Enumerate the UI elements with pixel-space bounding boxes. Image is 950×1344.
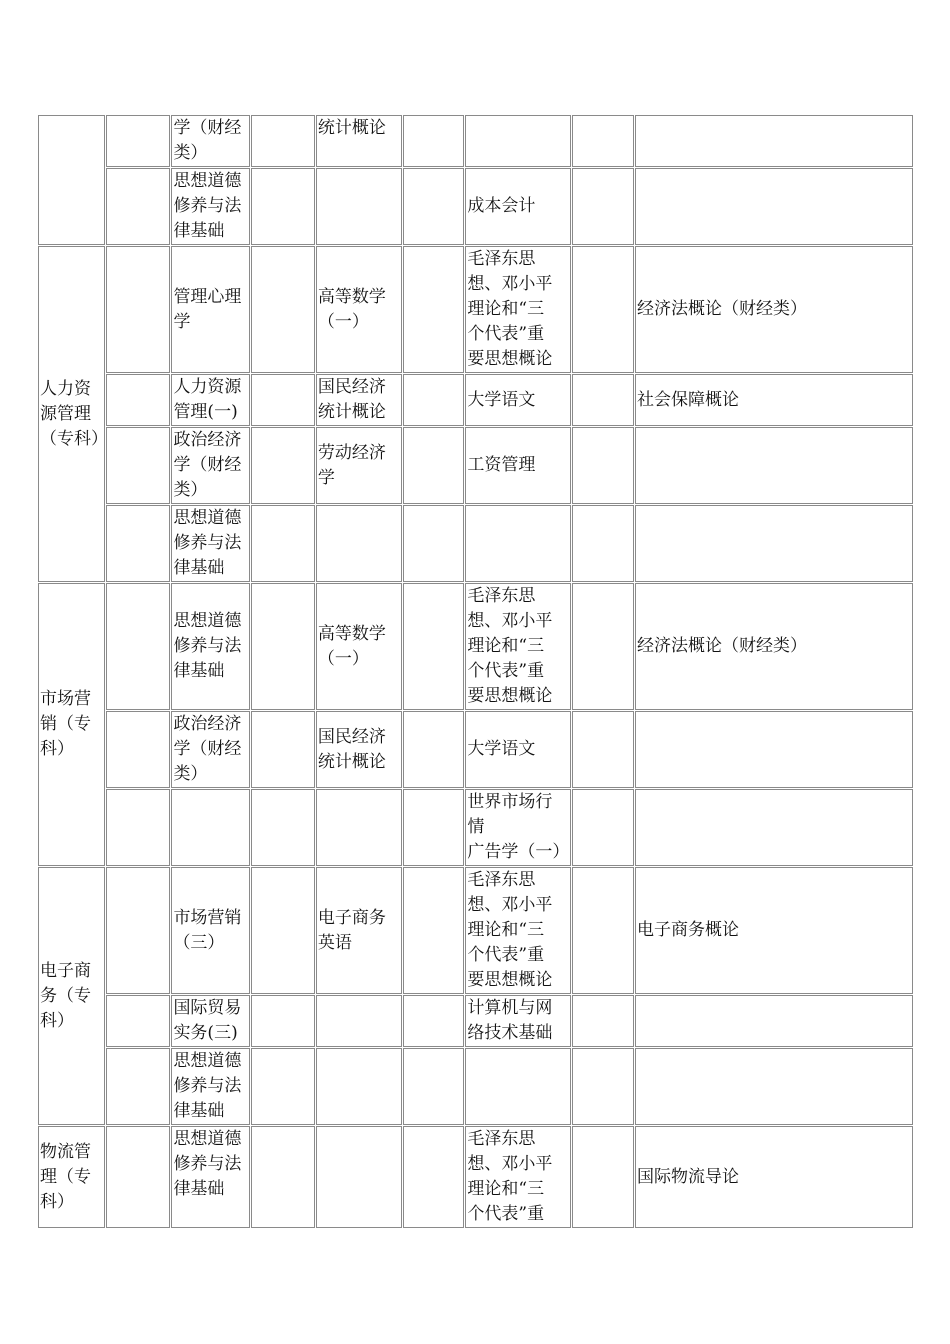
empty-cell — [251, 995, 315, 1047]
course-cell — [635, 115, 913, 167]
course-cell: 国际物流导论 — [635, 1126, 913, 1228]
empty-cell — [403, 427, 464, 504]
empty-cell — [572, 427, 634, 504]
empty-cell — [403, 583, 464, 710]
empty-cell — [403, 168, 464, 245]
course-cell: 人力资源 管理(一) — [171, 374, 249, 426]
course-cell — [635, 995, 913, 1047]
empty-cell — [251, 246, 315, 373]
empty-cell — [403, 505, 464, 582]
course-cell: 毛泽东思 想、邓小平 理论和“三 个代表”重 要思想概论 — [465, 246, 570, 373]
empty-cell — [251, 505, 315, 582]
empty-cell — [106, 168, 170, 245]
empty-cell — [572, 995, 634, 1047]
empty-cell — [403, 1048, 464, 1125]
course-cell: 国民经济 统计概论 — [316, 711, 402, 788]
empty-cell — [403, 867, 464, 994]
course-cell: 计算机与网 络技术基础 — [465, 995, 570, 1047]
course-cell: 工资管理 — [465, 427, 570, 504]
empty-cell — [572, 1048, 634, 1125]
course-cell — [316, 1048, 402, 1125]
empty-cell — [106, 115, 170, 167]
course-cell — [635, 1048, 913, 1125]
course-cell: 高等数学 （一） — [316, 583, 402, 710]
course-cell: 毛泽东思 想、邓小平 理论和“三 个代表”重 — [465, 1126, 570, 1228]
course-cell — [316, 789, 402, 866]
course-cell: 管理心理 学 — [171, 246, 249, 373]
course-cell: 经济法概论（财经类） — [635, 583, 913, 710]
course-cell: 思想道德 修养与法 律基础 — [171, 168, 249, 245]
empty-cell — [106, 867, 170, 994]
empty-cell — [106, 505, 170, 582]
course-cell: 经济法概论（财经类） — [635, 246, 913, 373]
empty-cell — [403, 374, 464, 426]
empty-cell — [251, 427, 315, 504]
empty-cell — [106, 374, 170, 426]
course-cell: 大学语文 — [465, 374, 570, 426]
empty-cell — [572, 115, 634, 167]
major-cell: 市场营 销（专 科） — [38, 583, 105, 866]
course-cell — [465, 1048, 570, 1125]
course-cell — [465, 505, 570, 582]
empty-cell — [251, 1126, 315, 1228]
empty-cell — [251, 1048, 315, 1125]
course-cell: 高等数学 （一） — [316, 246, 402, 373]
course-cell: 学（财经 类） — [171, 115, 249, 167]
empty-cell — [572, 505, 634, 582]
course-cell: 大学语文 — [465, 711, 570, 788]
empty-cell — [403, 1126, 464, 1228]
course-cell: 世界市场行 情 广告学（一） — [465, 789, 570, 866]
empty-cell — [403, 246, 464, 373]
course-cell — [316, 1126, 402, 1228]
empty-cell — [251, 583, 315, 710]
empty-cell — [572, 583, 634, 710]
course-cell: 社会保障概论 — [635, 374, 913, 426]
empty-cell — [403, 115, 464, 167]
course-cell: 电子商务概论 — [635, 867, 913, 994]
course-cell: 统计概论 — [316, 115, 402, 167]
course-cell — [635, 427, 913, 504]
course-cell: 思想道德 修养与法 律基础 — [171, 505, 249, 582]
empty-cell — [572, 789, 634, 866]
empty-cell — [106, 995, 170, 1047]
course-cell — [171, 789, 249, 866]
course-cell — [635, 711, 913, 788]
course-cell — [316, 995, 402, 1047]
empty-cell — [106, 1048, 170, 1125]
empty-cell — [403, 711, 464, 788]
course-cell: 国际贸易 实务(三) — [171, 995, 249, 1047]
empty-cell — [251, 711, 315, 788]
empty-cell — [251, 115, 315, 167]
major-cell — [38, 115, 105, 245]
course-cell: 政治经济 学（财经 类） — [171, 711, 249, 788]
empty-cell — [572, 867, 634, 994]
empty-cell — [106, 1126, 170, 1228]
major-cell: 物流管 理（专 科） — [38, 1126, 105, 1228]
course-cell: 成本会计 — [465, 168, 570, 245]
empty-cell — [106, 246, 170, 373]
empty-cell — [572, 168, 634, 245]
major-cell: 电子商 务（专 科） — [38, 867, 105, 1125]
empty-cell — [106, 427, 170, 504]
empty-cell — [251, 168, 315, 245]
course-cell: 劳动经济 学 — [316, 427, 402, 504]
course-cell: 思想道德 修养与法 律基础 — [171, 1126, 249, 1228]
course-cell: 国民经济 统计概论 — [316, 374, 402, 426]
course-cell — [635, 505, 913, 582]
course-cell: 政治经济 学（财经 类） — [171, 427, 249, 504]
empty-cell — [403, 995, 464, 1047]
empty-cell — [572, 711, 634, 788]
empty-cell — [251, 867, 315, 994]
course-cell — [635, 168, 913, 245]
empty-cell — [251, 374, 315, 426]
major-cell: 人力资 源管理 （专科） — [38, 246, 105, 582]
course-cell: 电子商务 英语 — [316, 867, 402, 994]
empty-cell — [106, 711, 170, 788]
empty-cell — [106, 583, 170, 710]
course-cell — [635, 789, 913, 866]
course-cell: 市场营销 （三） — [171, 867, 249, 994]
course-cell — [465, 115, 570, 167]
course-cell: 毛泽东思 想、邓小平 理论和“三 个代表”重 要思想概论 — [465, 583, 570, 710]
empty-cell — [251, 789, 315, 866]
empty-cell — [403, 789, 464, 866]
course-cell: 毛泽东思 想、邓小平 理论和“三 个代表”重 要思想概论 — [465, 867, 570, 994]
empty-cell — [572, 374, 634, 426]
empty-cell — [106, 789, 170, 866]
empty-cell — [572, 246, 634, 373]
course-schedule-table — [37, 114, 914, 1229]
course-cell — [316, 168, 402, 245]
course-cell: 思想道德 修养与法 律基础 — [171, 1048, 249, 1125]
course-cell — [316, 505, 402, 582]
course-cell: 思想道德 修养与法 律基础 — [171, 583, 249, 710]
empty-cell — [572, 1126, 634, 1228]
